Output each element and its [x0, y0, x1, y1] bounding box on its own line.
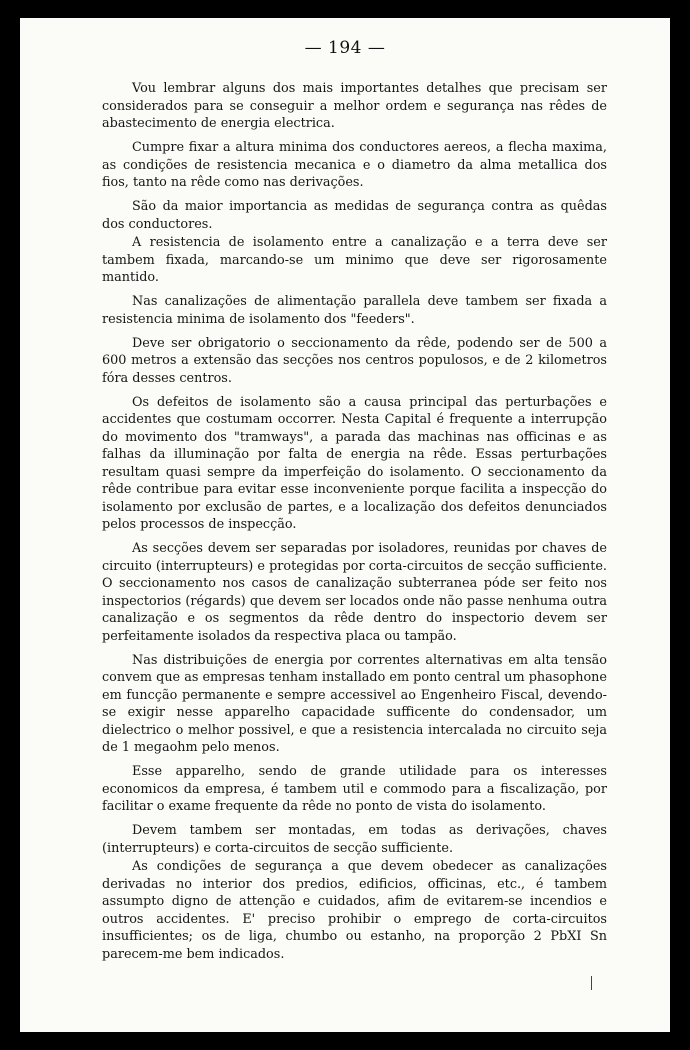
- paragraph: As secções devem ser separadas por isoladores, reunidas por chaves de circuito (interrupteurs) e protegidas por corta-circuitos de secção sufficiente. O seccionamento nos casos de canalização subterranea póde ser feito nos inspectorios (régards) que devem ser locados onde não passe nenhuma outra canalização e os segmentos da rêde dentro do inspectorio devem ser perfeitamente isolados da respectiva placa ou tampão.: [102, 541, 607, 644]
- paragraph: As condições de segurança a que devem obedecer as canalizações derivadas no interior dos predios, edificios, officinas, etc., é tambem assumpto digno de attenção e cuidados, afim de evitarem-se incendios e outros accidentes. E' preciso prohibir o emprego de corta-circuitos insufficientes; os de liga, chumbo ou estanho, na proporção 2 PbXI Sn parecem-me bem indicados.: [102, 859, 607, 962]
- paragraph: Vou lembrar alguns dos mais importantes detalhes que precisam ser considerados para se conseguir a melhor ordem e segurança nas rêdes de abastecimento de energia electrica.: [102, 81, 607, 131]
- paragraph: Deve ser obrigatorio o seccionamento da rêde, podendo ser de 500 a 600 metros a extensão das secções nos centros populosos, e de 2 kilometros fóra desses centros.: [102, 335, 607, 386]
- paragraph: Os defeitos de isolamento são a causa principal das perturbações e accidentes que costumam occorrer. Nesta Capital é frequente a interrupção do movimento dos "tramways", a parada das machinas nas officinas e as falhas da illuminação por falta de energia na rêde. Essas perturbações resultam quasi sempre da imperfeição do isolamento. O seccionamento da rêde contribue para evitar esse inconveniente porque facilita a inspecção do isolamento por exclusão de partes, e a localização dos defeitos denunciados pelos processos de inspecção.: [102, 394, 607, 532]
- paragraph: Devem tambem ser montadas, em todas as derivações, chaves (interrupteurs) e corta-circuitos de secção sufficiente.: [102, 823, 607, 856]
- body-text: [102, 80, 607, 970]
- paragraph: Nas canalizações de alimentação parallela deve tambem ser fixada a resistencia minima de isolamento dos "feeders".: [102, 294, 607, 327]
- paragraph: Cumpre fixar a altura minima dos conductores aereos, a flecha maxima, as condições de resistencia mecanica e o diametro da alma metallica dos fios, tanto na rêde como nas derivações.: [102, 140, 607, 190]
- paragraph: São da maior importancia as medidas de segurança contra as quêdas dos conductores.: [102, 199, 607, 232]
- paragraph: Nas distribuições de energia por correntes alternativas em alta tensão convem que as empresas tenham installado em ponto central um phasophone em funcção permanente e sempre accessivel ao Engenheiro Fiscal, devendo-se exigir nesse apparelho capacidade sufficente do condensador, um dielectrico o melhor possivel, e que a resistencia intercalada no circuito seja de 1 megaohm pelo menos.: [102, 652, 607, 755]
- margin-mark: [591, 976, 592, 990]
- page-number: — 194 —: [304, 38, 386, 58]
- book-page: [20, 18, 670, 1032]
- paragraph: Esse apparelho, sendo de grande utilidade para os interesses economicos da empresa, é tambem util e commodo para a fiscalização, por facilitar o exame frequente da rêde no ponto de vista do isolamento.: [102, 764, 607, 814]
- paragraph: A resistencia de isolamento entre a canalização e a terra deve ser tambem fixada, marcando-se um minimo que deve ser rigorosamente mantido.: [102, 235, 607, 285]
